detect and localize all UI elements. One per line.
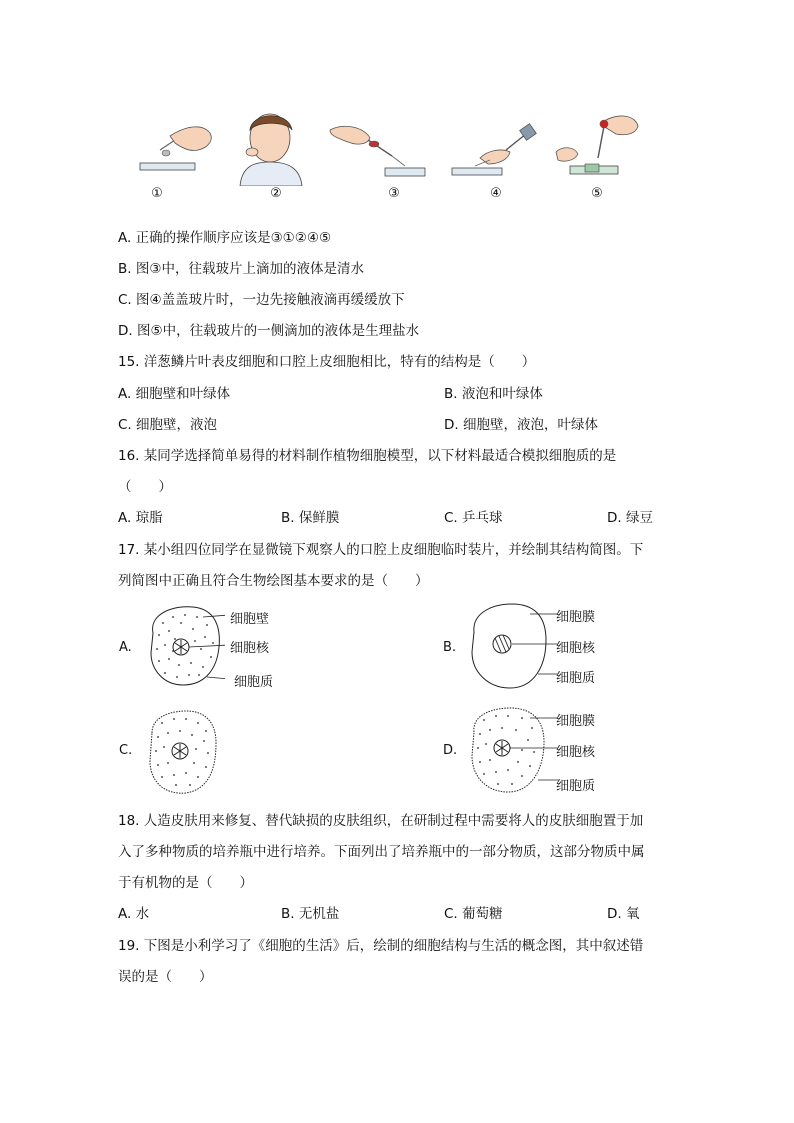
q16-option-b: B. 保鲜膜 (281, 510, 340, 526)
q15-stem: 15. 洋葱鳞片叶表皮细胞和口腔上皮细胞相比，特有的结构是（ ） (118, 354, 536, 370)
q18-option-a: A. 水 (118, 906, 150, 922)
step-label-2: ② (270, 186, 282, 201)
q16-stem-line2: （ ） (118, 479, 172, 495)
q17-b-label-membrane: 细胞膜 (556, 610, 596, 625)
q15-option-a: A. 细胞壁和叶绿体 (118, 386, 231, 402)
q17-a-label-wall: 细胞壁 (230, 612, 270, 627)
q14-option-a: A. 正确的操作顺序应该是③①②④⑤ (118, 230, 332, 246)
q16-stem-line1: 16. 某同学选择简单易得的材料制作植物细胞模型，以下材料最适合模拟细胞质的是 (118, 448, 617, 464)
q14-option-c: C. 图④盖盖玻片时，一边先接触液滴再缓缓放下 (118, 292, 405, 308)
step-label-3: ③ (388, 186, 400, 201)
q18-option-c: C. 葡萄糖 (444, 906, 503, 922)
q17-a-label-nucleus: 细胞核 (230, 641, 270, 656)
q16-option-d: D. 绿豆 (607, 510, 653, 526)
q15-option-d: D. 细胞壁，液泡，叶绿体 (444, 417, 598, 433)
step-label-4: ④ (490, 186, 502, 201)
q17-b-label-nucleus: 细胞核 (556, 641, 596, 656)
q16-option-a: A. 琼脂 (118, 510, 163, 526)
q17-d-label-nucleus: 细胞核 (556, 745, 596, 760)
q17-d-label-membrane: 细胞膜 (556, 714, 596, 729)
q17-d-label-cytoplasm: 细胞质 (556, 779, 596, 794)
step-label-5: ⑤ (591, 186, 603, 201)
step1-figure (140, 127, 211, 170)
q18-stem-line1: 18. 人造皮肤用来修复、替代缺损的皮肤组织，在研制过程中需要将人的皮肤细胞置于加 (118, 813, 644, 829)
step-label-1: ① (151, 186, 163, 201)
q18-stem-line2: 入了多种物质的培养瓶中进行培养。下面列出了培养瓶中的一部分物质，这部分物质中属 (118, 844, 645, 860)
step4-figure (452, 124, 536, 175)
step3-figure (330, 126, 425, 176)
q17-a-label-cytoplasm: 细胞质 (234, 675, 274, 690)
q17-diagram-d (468, 706, 558, 796)
step5-figure (556, 116, 638, 174)
step-illustrations (130, 108, 650, 186)
q14-option-d: D. 图⑤中，往载玻片的一侧滴加的液体是生理盐水 (118, 323, 420, 339)
q17-letter-c: C. (119, 743, 133, 758)
q15-option-c: C. 细胞壁，液泡 (118, 417, 218, 433)
q17-letter-a: A. (119, 640, 132, 655)
q17-letter-d: D. (443, 743, 458, 758)
q18-option-d: D. 氧 (607, 906, 640, 922)
q18-stem-line3: 于有机物的是（ ） (118, 875, 253, 891)
q14-option-b: B. 图③中，往载玻片上滴加的液体是清水 (118, 261, 364, 277)
q17-stem-line1: 17. 某小组四位同学在显微镜下观察人的口腔上皮细胞临时装片，并绘制其结构简图。下 (118, 542, 644, 558)
q16-option-c: C. 乒乓球 (444, 510, 503, 526)
q17-diagram-b (468, 602, 558, 692)
nucleus-b (493, 635, 511, 653)
q18-option-b: B. 无机盐 (281, 906, 340, 922)
q17-diagram-c (146, 709, 218, 795)
q17-stem-line2: 列简图中正确且符合生物绘图基本要求的是（ ） (118, 573, 429, 589)
q17-diagram-a (145, 603, 225, 689)
q17-b-label-cytoplasm: 细胞质 (556, 671, 596, 686)
q19-stem-line2: 误的是（ ） (118, 969, 213, 985)
q17-letter-b: B. (443, 640, 457, 655)
q15-option-b: B. 液泡和叶绿体 (444, 386, 543, 402)
step2-figure (240, 114, 302, 186)
q19-stem-line1: 19. 下图是小利学习了《细胞的生活》后，绘制的细胞结构与生活的概念图，其中叙述错 (118, 938, 644, 954)
